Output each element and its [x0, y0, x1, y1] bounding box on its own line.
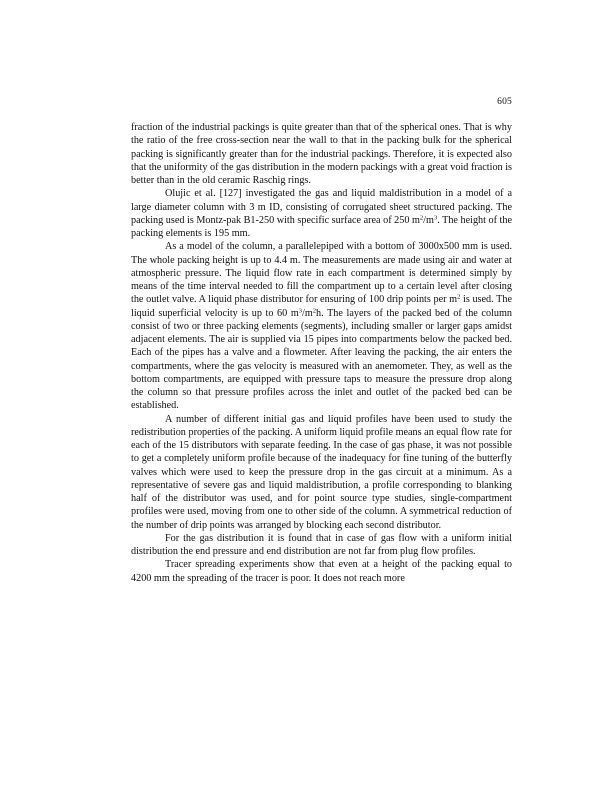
paragraph [131, 532, 512, 559]
text-run: As a model of the column, a parallelepiped with a bottom of 3000x500 mm is used. The whole packing height is up to 4.4 m. The measurements are made using air and water at atmospheric pressure. The liquid flow rate in each compartment is determined simply by means of the time interval needed to fill the compartment up to a certain level after closing the outlet valve. A liquid phase distributor for ensuring of 100 drip points per m [131, 241, 512, 306]
paragraph [131, 240, 512, 412]
superscript: 2 [457, 293, 461, 301]
superscript: 3 [433, 214, 438, 222]
paragraph [131, 413, 512, 532]
body-text [131, 121, 512, 585]
text-run: For the gas distribution it is found that in case of gas flow with a uniform initial distribution the end pressure and end distribution are not far from plug flow profiles. [131, 532, 512, 557]
page-number: 605 [497, 97, 512, 107]
paragraph [131, 187, 512, 240]
superscript: 3 [298, 307, 303, 314]
text-run: . The height of the packing elements is 195 mm. [131, 214, 512, 239]
text-run: A number of different initial gas and liquid profiles have been used to study the redistribution properties of the packing. A uniform liquid profile means an equal flow rate for each of the 15 distributors with separate feeding. In the case of gas phase, it was not possible to get a completely uniform profile because of the inadequacy for fine tuning of the butterfly valves which were used to keep the pressure drop in the gas circuit at a minimum. As a representative of severe gas and liquid maldistribution, a profile corresponding to blanking half of the distributor was used, and for point source type studies, single-compartment profiles were used, moving from one to other side of the column. A symmetrical reduction of the number of drip points was arranged by blocking each second distributor. [131, 413, 512, 531]
text-run: /m [302, 307, 313, 319]
text-run: h. The layers of the packed bed of the column consist of two or three packing elements (segments), including smaller or larger gaps amidst adjacent elements. The air is supplied via 15 pipes into compartments below the packed bed. Each of the pipes has a valve and a flowmeter. After leaving the packing, the air enters the compartments, where the gas velocity is measured with an anemometer. They, as well as the bottom compartments, are equipped with pressure taps to measure the pressure drop along the column so that pressure profiles across the inlet and outlet of the packed bed can be established. [131, 307, 512, 412]
text-run: is used. The liquid superficial velocity is up to 60 m [131, 294, 512, 319]
text-run: /m [423, 214, 434, 226]
text-run: fraction of the industrial packings is quite greater than that of the spherical ones. That is why the ratio of the free cross-section near the wall to that in the packing bulk for the spherical packing is significantly greater than for the industrial packings. Therefore, it is expected also that the uniformity of the gas distribution in the modern packings with a great void fraction is better than in the old ceramic Raschig rings. [131, 122, 512, 186]
paragraph [131, 121, 512, 187]
paragraph [131, 558, 512, 585]
text-run: Olujic et al. [127] investigated the gas and liquid maldistribution in a model of a large diameter column with 3 m ID, consisting of corrugated sheet structured packing. The packing used is Montz-pak B1-250 with specific surface area of 250 m [131, 188, 512, 226]
text-run: Tracer spreading experiments show that even at a height of the packing equal to 4200 mm the spreading of the tracer is poor. It does not reach more [131, 559, 512, 584]
superscript: 2 [419, 214, 424, 222]
superscript: 2 [312, 307, 317, 314]
